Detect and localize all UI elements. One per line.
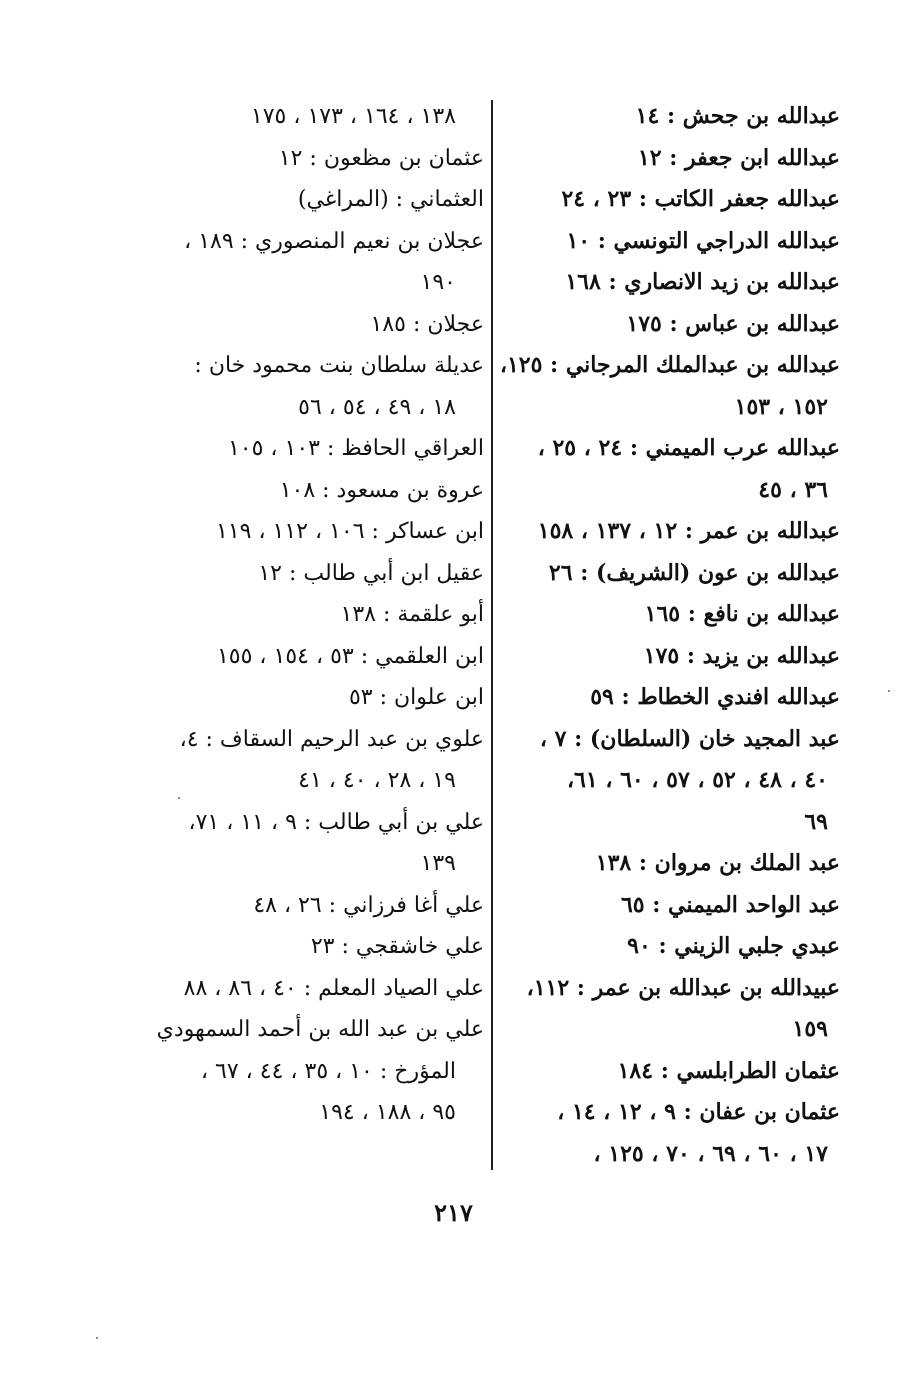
index-entry: عبدالله جعفر الكاتب : ٢٣ ، ٢٤ (561, 186, 840, 212)
index-entry: عروة بن مسعود : ١٠٨ (279, 477, 484, 503)
index-entry: عبدالله بن عباس : ١٧٥ (626, 310, 840, 337)
index-entry-continuation: ٣٦ ، ٤٥ (758, 476, 828, 503)
index-entry-continuation: ١٨ ، ٤٩ ، ٥٤ ، ٥٦ (298, 394, 456, 420)
index-entry: أبو علقمة : ١٣٨ (340, 602, 484, 627)
index-entry: عبدالله ابن جعفر : ١٢ (637, 144, 840, 171)
index-entry: عبدالله عرب الميمني : ٢٤ ، ٢٥ ، (537, 435, 840, 461)
index-column-right (499, 96, 840, 1175)
index-entry: العثماني : (المراغي) (297, 187, 484, 212)
index-entry: عبدالله بن نافع : ١٦٥ (644, 601, 840, 627)
index-entry: عديلة سلطان بنت محمود خان : (194, 353, 484, 378)
index-entry: عبدالله بن زيد الانصاري : ١٦٨ (565, 269, 840, 295)
index-entry: ابن عساكر : ١٠٦ ، ١١٢ ، ١١٩ (216, 519, 484, 544)
index-entry: عجلان : ١٨٥ (370, 311, 484, 337)
index-entry: عثمان الطرابلسي : ١٨٤ (617, 1057, 840, 1084)
index-entry: عبدالله الدراجي التونسي : ١٠ (566, 227, 840, 254)
index-entry-continuation: ١٥٩ (792, 1016, 828, 1042)
column-divider (491, 100, 493, 1170)
index-entry: عبد الملك بن مروان : ١٣٨ (595, 850, 840, 876)
index-entry: عبدالله بن عون (الشريف) : ٢٦ (548, 559, 840, 586)
index-entry: علي بن أبي طالب : ٩ ، ١١ ، ٧١، (188, 809, 484, 835)
index-entry-continuation: ١٥٢ ، ١٥٣ (734, 393, 828, 420)
scan-speck (96, 1337, 98, 1339)
index-entry: عبدالله بن يزيد : ١٧٥ (643, 642, 840, 669)
index-entry-continuation: ١٣٨ ، ١٦٤ ، ١٧٣ ، ١٧٥ (250, 104, 456, 129)
index-entry-continuation: ١٩٠ (420, 270, 456, 295)
scan-speck (888, 690, 890, 692)
index-entry-continuation: ٩٥ ، ١٨٨ ، ١٩٤ (319, 1100, 456, 1125)
index-entry: ابن العلقمي : ٥٣ ، ١٥٤ ، ١٥٥ (216, 643, 484, 669)
index-entry: عبيدالله بن عبدالله بن عمر : ١١٢، (526, 974, 840, 1001)
index-entry-continuation: ٤٠ ، ٤٨ ، ٥٢ ، ٥٧ ، ٦٠ ، ٦١، (566, 767, 828, 793)
index-entry: عبدالله بن عبدالملك المرجاني : ١٢٥، (499, 352, 840, 378)
index-entry: علي الصياد المعلم : ٤٠ ، ٨٦ ، ٨٨ (183, 975, 484, 1001)
index-entry: عبدالله بن جحش : ١٤ (635, 103, 840, 129)
index-entry: عبدي جلبي الزيني : ٩٠ (627, 933, 840, 959)
index-entry: العراقي الحافظ : ١٠٣ ، ١٠٥ (227, 436, 484, 461)
index-entry-continuation: المؤرخ : ١٠ ، ٣٥ ، ٤٤ ، ٦٧ ، (200, 1058, 456, 1084)
scan-speck (178, 797, 180, 799)
index-entry: عبدالله بن عمر : ١٢ ، ١٣٧ ، ١٥٨ (537, 518, 840, 544)
index-entry: ابن علوان : ٥٣ (348, 685, 484, 710)
index-entry-continuation: ١٧ ، ٦٠ ، ٦٩ ، ٧٠ ، ١٢٥ ، (593, 1140, 828, 1167)
page-number: ٢١٧ (434, 1198, 473, 1227)
index-entry: عثمان بن مظعون : ١٢ (278, 145, 484, 171)
index-entry: عبد الواحد الميمني : ٦٥ (620, 891, 840, 918)
index-entry: عبد المجيد خان (السلطان) : ٧ ، (539, 725, 840, 752)
index-entry: عجلان بن نعيم المنصوري : ١٨٩ ، (184, 228, 484, 254)
index-entry: عبدالله افندي الخطاط : ٥٩ (590, 684, 840, 710)
index-entry: علي بن عبد الله بن أحمد السمهودي (156, 1017, 484, 1042)
index-column-left (156, 96, 484, 1134)
index-entry-continuation: ٦٩ (804, 808, 828, 835)
index-entry: علوي بن عبد الرحيم السقاف : ٤، (179, 726, 484, 752)
index-entry: عقيل ابن أبي طالب : ١٢ (258, 560, 484, 586)
index-entry-continuation: ١٣٩ (420, 851, 456, 876)
index-entry-continuation: ١٩ ، ٢٨ ، ٤٠ ، ٤١ (298, 768, 456, 793)
index-entry: علي أغا فرزاني : ٢٦ ، ٤٨ (253, 892, 484, 918)
index-entry: علي خاشقجي : ٢٣ (310, 934, 484, 959)
index-entry: عثمان بن عفان : ٩ ، ١٢ ، ١٤ ، (557, 1099, 840, 1125)
